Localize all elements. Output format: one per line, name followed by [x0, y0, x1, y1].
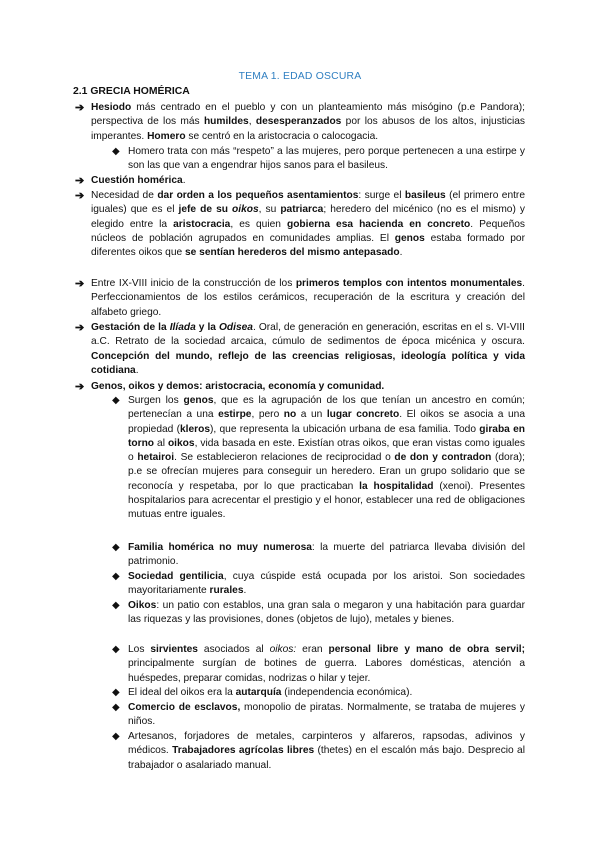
- bold-run: Gestación de la: [91, 322, 170, 333]
- bullet-genos-oikos-demos: [75, 380, 525, 394]
- text-run: Necesidad de: [91, 190, 158, 201]
- bullet-text: [128, 571, 525, 596]
- bold-run: genos: [394, 232, 425, 244]
- bold-run: kleros: [179, 423, 210, 435]
- text-run: .: [399, 247, 403, 259]
- bold-run: Cuestión homérica: [91, 175, 183, 186]
- bullet-text: [128, 600, 525, 625]
- diamond-bullet-icon: ◆: [112, 542, 120, 553]
- bullet-text: [91, 278, 525, 318]
- bold-run: lugar concreto: [326, 409, 400, 421]
- arrow-bullet-icon: ➔: [75, 278, 85, 290]
- text-run: : la muerte del patriarca llevaba división del patrimonio.: [128, 542, 525, 568]
- bold-run: primeros templos con intentos monumentales: [295, 278, 523, 289]
- text-run: : un patio con establos, una gran sala o megaron y una habitación para guardar las riquezas y las provisiones, dones (objetos de lujo), metales y bienes.: [128, 600, 525, 626]
- bold-run: Trabajadores agrícolas libres: [172, 745, 315, 757]
- bold-italic-run: Ilíada: [169, 322, 196, 333]
- arrow-bullet-icon: ➔: [75, 102, 85, 114]
- bullet-text: [128, 687, 412, 698]
- document-title: TEMA 1. EDAD OSCURA: [238, 71, 362, 82]
- bold-italic-run: Odisea: [219, 322, 253, 333]
- text-run: ; heredero del micénico (no es el mismo) y elegido entre la: [91, 204, 525, 230]
- diamond-bullet-icon: ◆: [112, 571, 120, 582]
- bold-run: dar orden a los pequeños asentamientos: [157, 190, 359, 201]
- text-run: . Pequeños núcleos de población agrupados en comunidades amplias. El: [91, 218, 526, 244]
- text-run: . Oral, de generación en generación, escritas en el s. VI-VIII a.C. Retrato de la sociedad arcaica, cúmulo de sedimentos de época micénica y oscura.: [91, 322, 526, 348]
- diamond-bullet-icon: ◆: [112, 600, 120, 611]
- text-run: más centrado en el pueblo y con un planteamiento más misógino (p.e Pandora); perspectiva de los más: [91, 102, 525, 128]
- text-run: principalmente surgían de botines de guerra. Labores domésticas, atención a huéspedes, preparar comidas, nodrizas o hilar y tejer.: [128, 658, 525, 684]
- bold-run: jefe de su: [178, 204, 233, 216]
- text-run: (xenoi). Presentes hospitalarios para acrecentar el prestigio y el honor, establecer una red de obligaciones mutuas entre iguales.: [128, 480, 526, 521]
- arrow-bullet-icon: ➔: [75, 190, 85, 202]
- text-run: Los: [128, 644, 151, 655]
- bold-run: desesperanzados: [255, 116, 342, 128]
- subbullet-homero-mujeres: [112, 145, 525, 174]
- bold-run: basileus: [404, 190, 446, 201]
- bold-run: Familia homérica no muy numerosa: [128, 542, 312, 553]
- text-run: (thetes) en el escalón más bajo. Desprecio al trabajador o asalariado manual.: [128, 745, 525, 771]
- text-run: eran: [296, 644, 329, 655]
- text-run: , su: [258, 204, 281, 216]
- text-run: , pero: [251, 409, 284, 421]
- text-run: .: [182, 175, 186, 186]
- bullet-text: [128, 146, 525, 171]
- text-run: (el primero entre iguales) que es el: [91, 190, 525, 216]
- bold-run: personal libre y mano de obra servil;: [328, 644, 526, 655]
- text-run: estaba formado por diferentes oikos que: [91, 232, 525, 259]
- bold-run: giraba en torno: [128, 423, 525, 449]
- text-run: . Perfeccionamientos de los estilos cerámicos, recuperación de la escritura y creación del alfabeto griego.: [91, 278, 525, 318]
- bullet-text: [128, 702, 525, 727]
- subbullet-esclavos: [112, 701, 525, 730]
- text-run: ), que representa la ubicación urbana de esa familia. Todo: [210, 423, 480, 435]
- bold-run: sirvientes: [150, 644, 198, 655]
- italic-run: oikos:: [269, 644, 297, 655]
- bullet-cuestion-homerica: [75, 174, 525, 188]
- text-run: , cuya cúspide está ocupada por los aristoi. Son sociedades mayoritariamente: [128, 571, 526, 597]
- text-run: (dora); p.e se ofrecían mujeres para conseguir un heredero. Eran un grupo solidario que se reconocía y respetaba, por lo que practicaban: [128, 452, 525, 492]
- text-run: monopolio de piratas. Normalmente, se trataba de mujeres y niños.: [128, 702, 525, 728]
- bullet-hesiodo: [75, 101, 525, 144]
- bullet-text: [128, 395, 525, 520]
- diamond-bullet-icon: ◆: [112, 644, 120, 655]
- bold-run: Concepción del mundo, reflejo de las creencias religiosas, ideología política y vida cotidiana: [91, 350, 525, 376]
- diamond-bullet-icon: ◆: [112, 702, 120, 713]
- text-run: Homero trata con más “respeto” a las mujeres, pero porque pertenecen a una estirpe y son las que van a engendrar hijos sanos para el basileus.: [128, 146, 525, 172]
- bold-run: Sociedad gentilicia: [128, 571, 224, 582]
- bold-run: rurales: [209, 585, 244, 597]
- text-run: al: [154, 437, 168, 449]
- text-run: Entre IX-VIII inicio de la construcción de los: [91, 278, 296, 289]
- diamond-bullet-icon: ◆: [112, 687, 120, 698]
- bullet-text: [128, 542, 525, 567]
- bold-run: y la: [195, 322, 219, 333]
- bullet-text: [91, 175, 186, 186]
- bold-run: gobierna esa hacienda en concreto: [286, 218, 471, 230]
- bold-run: Genos, oikos y demos: aristocracia, economía y comunidad.: [91, 381, 385, 392]
- arrow-bullet-icon: ➔: [75, 322, 85, 334]
- text-run: Artesanos, forjadores de metales, carpinteros y alfareros, rapsodas, adivinos y médicos.: [128, 731, 525, 757]
- bold-run: oikos: [167, 437, 195, 449]
- subbullet-familia: [112, 541, 525, 570]
- arrow-bullet-icon: ➔: [75, 175, 85, 187]
- bullet-text: [128, 731, 525, 771]
- text-run: , vida basada en este. Existían otras oikos, que eran vistas como iguales o: [128, 437, 525, 464]
- bullet-text: [91, 381, 384, 392]
- subbullet-artesanos: [112, 730, 525, 773]
- arrow-bullet-icon: ➔: [75, 381, 85, 393]
- text-run: .: [243, 585, 247, 597]
- bold-run: se sentían herederos del mismo antepasado: [185, 247, 400, 259]
- text-run: asociados al: [197, 644, 270, 655]
- subbullet-oikos: [112, 599, 525, 628]
- bullet-text: [91, 322, 525, 376]
- subbullet-genos: [112, 394, 526, 523]
- bold-run: humildes: [203, 116, 249, 128]
- bold-run: patriarca: [280, 204, 324, 216]
- text-run: . Se establecieron relaciones de reciprocidad o: [174, 452, 395, 464]
- text-run: se centró en la aristocracia o calocogacia.: [185, 130, 379, 142]
- subbullet-autarquia: [112, 686, 525, 700]
- bold-run: autarquía: [235, 687, 282, 698]
- text-run: El ideal del oikos era la: [128, 687, 236, 698]
- text-run: (independencia económica).: [281, 687, 413, 698]
- text-run: .: [135, 364, 139, 376]
- bold-run: la hospitalidad: [359, 480, 434, 492]
- bold-run: Homero: [147, 130, 186, 142]
- bold-run: Hesiodo: [91, 102, 132, 113]
- bold-run: no: [283, 409, 297, 421]
- bullet-text: [128, 644, 525, 684]
- bullet-asentamientos: [75, 189, 526, 260]
- bullet-text: [91, 102, 525, 142]
- bold-run: Comercio de esclavos,: [128, 702, 241, 713]
- text-run: a un: [296, 409, 327, 421]
- bold-run: genos: [183, 395, 214, 406]
- bullet-text: [91, 190, 525, 258]
- text-run: , es quien: [230, 218, 287, 230]
- text-run: . El oikos se asocia a una propiedad (: [128, 409, 525, 435]
- bold-run: Oikos: [128, 600, 157, 611]
- text-run: Surgen los: [128, 395, 184, 406]
- bold-run: estirpe: [218, 409, 252, 421]
- bold-italic-run: oikos: [232, 204, 259, 216]
- text-run: , que es la agrupación de los que tenían un ancestro en común; pertenecían a una: [128, 395, 525, 421]
- bold-run: de don y contradon: [394, 452, 492, 464]
- subbullet-sociedad: [112, 570, 526, 599]
- text-run: : surge el: [358, 190, 405, 201]
- bold-run: hetairoi: [137, 452, 175, 464]
- bold-run: aristocracia: [173, 218, 231, 230]
- diamond-bullet-icon: ◆: [112, 395, 120, 406]
- diamond-bullet-icon: ◆: [112, 146, 120, 157]
- diamond-bullet-icon: ◆: [112, 731, 120, 742]
- subbullet-sirvientes: [112, 643, 526, 686]
- text-run: ,: [248, 116, 256, 128]
- bullet-templos: [75, 277, 525, 320]
- text-run: por los abusos de los altos, injusticias imperantes.: [91, 116, 525, 142]
- section-heading: 2.1 GRECIA HOMÉRICA: [73, 86, 190, 97]
- bullet-iliada-odisea: [75, 321, 526, 378]
